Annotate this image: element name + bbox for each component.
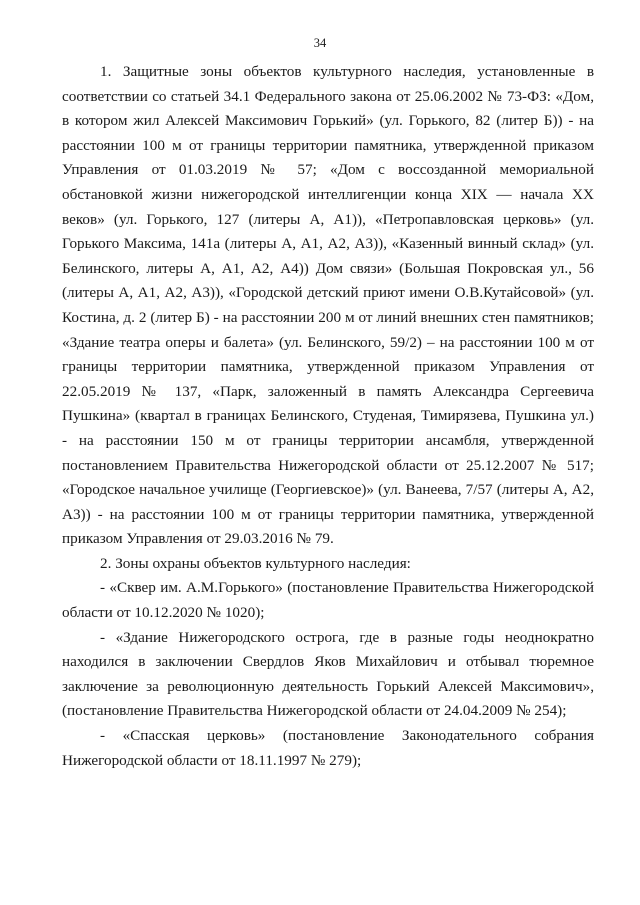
paragraph-protective-zones: 1. Защитные зоны объектов культурного наследия, установленные в соответствии со статьей 34.1 Федерального закона от 25.06.2002 № 73-ФЗ: «Дом, в котором жил Алексей Максимович Горький» (ул. Горького, 82 (литер Б)) - на расстоянии 100 м от границы территории памятника, утвержденной приказом Управления от 01.03.2019 № 57; «Дом с воссозданной мемориальной обстановкой жизни нижегородской интеллигенции конца XIX — начала XX веков» (ул. Горького, 127 (литеры А, А1)), «Петропавловская церковь» (ул. Горького Максима, 141а (литеры А, А1, А2, А3)), «Казенный винный склад» (ул. Белинского, литеры А, А1, А2, А4)) Дом связи» (Большая Покровская ул., 56 (литеры А, А1, А2, А3)), «Городской детский приют имени О.В.Кутайсовой» (ул. Костина, д. 2 (литер Б) - на расстоянии 200 м от линий внешних стен памятников; «Здание театра оперы и балета» (ул. Белинского, 59/2) – на расстоянии 100 м от границы территории памятника, утвержденной приказом Управления от 22.05.2019 № 137, «Парк, заложенный в память Александра Сергеевича Пушкина» (квартал в границах Белинского, Студеная, Тимирязева, Пушкина ул.) - на расстоянии 150 м от границы территории ансамбля, утвержденной постановлением Правительства Нижегородской области от 25.12.2007 № 517; «Городское начальное училище (Георгиевское)» (ул. Ванеева, 7/57 (литеры А, А2, А3)) - на расстоянии 100 м от границы территории памятника, утвержденной приказом Управления от 29.03.2016 № 79.: [62, 63, 594, 548]
list-item-gorky-square: - «Сквер им. А.М.Горького» (постановление Правительства Нижегородской области от 10.12.2020 № 1020);: [62, 579, 594, 622]
document-body: [62, 60, 594, 773]
page-number: 34: [313, 36, 327, 50]
list-item-spasskaya-church: - «Спасская церковь» (постановление Законодательного собрания Нижегородской области от 18.11.1997 № 279);: [62, 727, 594, 769]
paragraph-protection-zones-heading: 2. Зоны охраны объектов культурного наследия:: [100, 554, 411, 572]
list-item-prison-building: - «Здание Нижегородского острога, где в разные годы неоднократно находился в заключении Свердлов Яков Михайлович и отбывал тюремное заключение за революционную деятельность Горький Алексей Максимович», (постановление Правительства Нижегородской области от 24.04.2009 № 254);: [62, 628, 594, 720]
